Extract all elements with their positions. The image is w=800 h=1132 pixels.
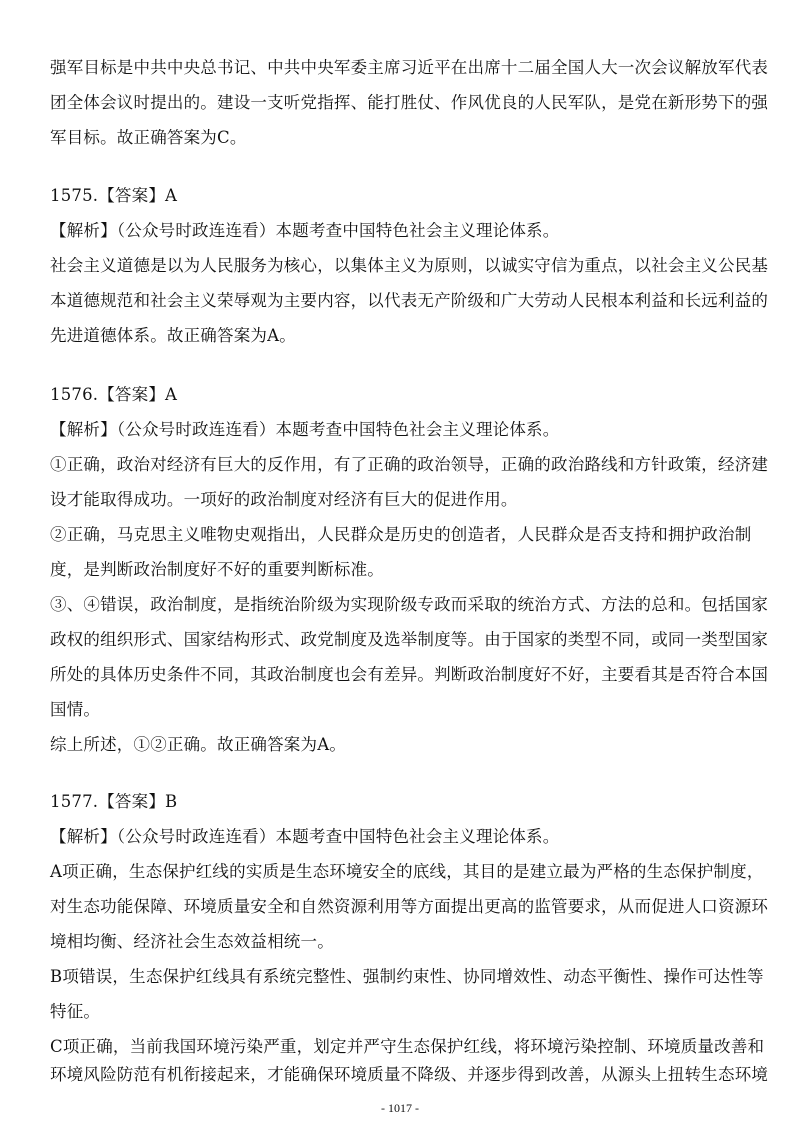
answer-1576-line-3: ②正确，马克思主义唯物史观指出，人民群众是历史的创造者，人民群众是否支持和拥护政治制	[50, 525, 752, 544]
answer-1577-line-5: 特征。	[50, 1002, 101, 1021]
analysis-1576-label: 【解析】（公众号时政连连看）本题考查中国特色社会主义理论体系。	[50, 420, 560, 439]
answer-1576-line-9: 综上所述，①②正确。故正确答案为A。	[50, 735, 347, 754]
intro-line-1: 强军目标是中共中央总书记、中共中央军委主席习近平在出席十二届全国人大一次会议解放军代表	[50, 58, 769, 77]
answer-1576-header: 1576.【答案】A	[50, 385, 178, 404]
answer-1576-line-5: ③、④错误，政治制度，是指统治阶级为实现阶级专政而采取的统治方式、方法的总和。包括国家	[50, 595, 769, 614]
answer-1577-line-7: 环境风险防范有机衔接起来，才能确保环境质量不降级、并逐步得到改善，从源头上扭转生态环境	[50, 1065, 769, 1084]
answer-1577-line-3: 境相均衡、经济社会生态效益相统一。	[50, 932, 334, 951]
answer-1576-line-4: 度，是判断政治制度好不好的重要判断标准。	[50, 560, 384, 579]
intro-line-3: 军目标。故正确答案为C。	[50, 128, 247, 147]
answer-1577-line-2: 对生态功能保障、环境质量安全和自然资源利用等方面提出更高的监管要求，从而促进人口资源环	[50, 897, 769, 916]
answer-1576-line-6: 政权的组织形式、国家结构形式、政党制度及选举制度等。由于国家的类型不同，或同一类型国家	[50, 630, 769, 649]
answer-1575-line-1: 社会主义道德是以为人民服务为核心，以集体主义为原则，以诚实守信为重点，以社会主义公民基	[50, 256, 769, 275]
answer-1575-line-3: 先进道德体系。故正确答案为A。	[50, 326, 296, 345]
analysis-1577-label: 【解析】（公众号时政连连看）本题考查中国特色社会主义理论体系。	[50, 827, 560, 846]
analysis-1575-label: 【解析】（公众号时政连连看）本题考查中国特色社会主义理论体系。	[50, 221, 560, 240]
answer-1576-line-7: 所处的具体历史条件不同，其政治制度也会有差异。判断政治制度好不好，主要看其是否符合本国	[50, 665, 769, 684]
answer-1576-line-8: 国情。	[50, 700, 101, 719]
answer-1577-header: 1577.【答案】B	[50, 792, 178, 811]
answer-1575-line-2: 本道德规范和社会主义荣辱观为主要内容，以代表无产阶级和广大劳动人民根本利益和长远利益的	[50, 291, 769, 310]
answer-1577-line-6: C项正确，当前我国环境污染严重，划定并严守生态保护红线，将环境污染控制、环境质量改善和	[50, 1037, 765, 1056]
answer-1576-line-2: 设才能取得成功。一项好的政治制度对经济有巨大的促进作用。	[50, 490, 518, 509]
answer-1577-line-1: A项正确，生态保护红线的实质是生态环境安全的底线，其目的是建立最为严格的生态保护制度，	[50, 862, 764, 881]
answer-1575-header: 1575.【答案】A	[50, 186, 178, 205]
answer-1577-line-4: B项错误，生态保护红线具有系统完整性、强制约束性、协同增效性、动态平衡性、操作可达性等	[50, 967, 764, 986]
page-number: - 1017 -	[381, 1101, 419, 1115]
answer-1576-line-1: ①正确，政治对经济有巨大的反作用，有了正确的政治领导，正确的政治路线和方针政策，经济建	[50, 455, 769, 474]
intro-line-2: 团全体会议时提出的。建设一支听党指挥、能打胜仗、作风优良的人民军队，是党在新形势下的强	[50, 93, 769, 112]
